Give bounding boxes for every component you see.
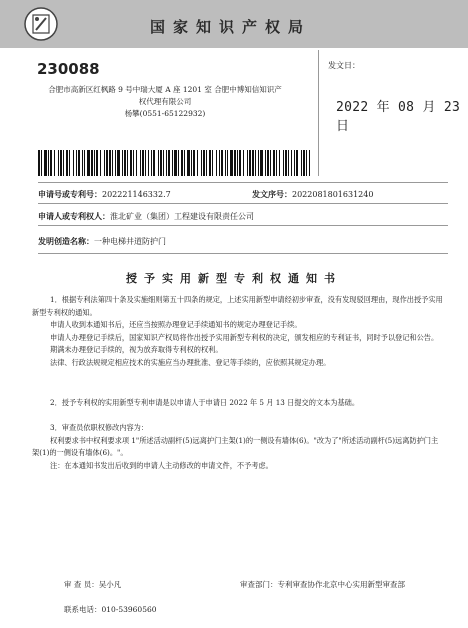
- paragraph-1c: 期满未办理登记手续的，视为放弃取得专利权的权利。: [50, 345, 223, 354]
- divider: [38, 203, 448, 204]
- examination-department: 审查部门：专利审查协作北京中心实用新型审查部: [240, 580, 405, 589]
- paragraph-1d: 法律、行政法规规定相应技术的实施应当办理批准、登记等手续的，应依照其规定办理。: [50, 357, 331, 367]
- invention-title-label: 发明创造名称：: [38, 236, 94, 246]
- invention-title: 一种电梯井道防护门: [94, 237, 166, 246]
- application-number-label: 申请号或专利号：: [38, 189, 102, 199]
- examiner: 审 查 员：吴小凡: [64, 580, 122, 589]
- divider: [38, 253, 448, 254]
- send-date: 2022 年 08 月 23 日: [336, 100, 461, 134]
- agency-name: 国家知识产权局: [150, 18, 312, 36]
- recipient-address: [20, 84, 310, 120]
- postcode: 230088: [37, 60, 100, 78]
- notice-item-2: [32, 397, 444, 410]
- divider: [38, 182, 448, 183]
- applicant-row: [38, 211, 254, 222]
- paragraph-2: 2．授予专利权的实用新型专利申请是以申请人于申请日 2022 年 5 月 13 日提交的文本为基础。: [50, 398, 360, 407]
- divider-vertical: [318, 50, 319, 176]
- paragraph-3b: 注：在本通知书发出后收到的申请人主动修改的申请文件，不予考虑。: [50, 460, 273, 470]
- contact: 杨攀(0551-65122932): [124, 109, 206, 118]
- notice-title: 授予实用新型专利权通知书: [126, 272, 342, 285]
- contact-phone: 联系电话：010-53960560: [64, 605, 157, 614]
- address-line-1: 合肥市高新区红枫路 9 号中瑞大厦 A 座 1201 室 合肥中博知信知识产: [48, 85, 282, 94]
- paragraph-3: 3．审查员依职权修改内容为：: [50, 423, 149, 432]
- application-number-row: [38, 189, 171, 200]
- address-line-2: 权代理有限公司: [138, 97, 192, 106]
- notice-body: [32, 294, 444, 369]
- divider: [38, 225, 448, 226]
- paragraph-1b: 申请人办理登记手续后，国家知识产权局将作出授予实用新型专利权的决定，颁发相应的专利证书，同时予以登记和公告。: [50, 332, 439, 342]
- barcode: [38, 150, 310, 176]
- serial-number: 2022081801631240: [292, 190, 374, 199]
- paragraph-1a: 申请人收到本通知书后，还应当按照办理登记手续通知书的规定办理登记手续。: [50, 320, 302, 329]
- applicant: 淮北矿业（集团）工程建设有限责任公司: [110, 212, 254, 221]
- cnipa-emblem-icon: [22, 6, 60, 42]
- application-number: 202221146332.7: [102, 190, 171, 199]
- send-date-label: 发文日：: [328, 61, 360, 70]
- paragraph-1: 1．根据专利法第四十条及实施细则第五十四条的规定，上述实用新型申请经初步审查，没有发现驳回理由，现作出授予实用新型专利权的通知。: [32, 295, 443, 317]
- serial-label: 发文序号：: [252, 189, 292, 199]
- notice-item-3: [32, 422, 444, 472]
- applicant-label: 申请人或专利权人：: [38, 211, 110, 221]
- serial-row: [252, 189, 373, 200]
- paragraph-3a: 权利要求书中权利要求项 1"所述活动副杆(5)远离护门主架(1)的一侧设有墙体(6)。"改为了"所述活动副杆(5)远离防护门主架(1)的一侧设有墙体(6)。"。: [32, 435, 439, 457]
- invention-title-row: [38, 236, 166, 247]
